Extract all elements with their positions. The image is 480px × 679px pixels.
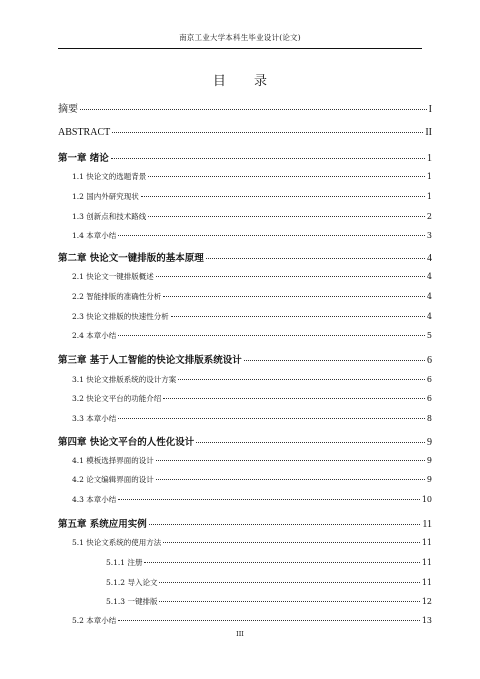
toc-entry-page: 11 xyxy=(421,578,432,587)
toc-entry-page: 1 xyxy=(426,172,432,181)
toc-entry-label: 1.3 创新点和技术路线 xyxy=(72,212,147,221)
toc-entry[interactable] xyxy=(58,455,432,466)
toc-leader-dots xyxy=(112,132,423,133)
toc-entry-page: 12 xyxy=(421,597,432,606)
toc-leader-dots xyxy=(159,582,419,583)
toc-entry-page: 8 xyxy=(426,414,432,423)
toc-entry-page: 11 xyxy=(421,558,432,567)
toc-entry[interactable] xyxy=(58,577,432,588)
toc-leader-dots xyxy=(156,460,425,461)
toc-entry-label: 1.1 快论文的选题背景 xyxy=(72,172,147,181)
toc-entry[interactable] xyxy=(58,100,432,115)
toc-entry[interactable] xyxy=(58,537,432,548)
toc-leader-dots xyxy=(163,398,425,399)
toc-entry-page: 9 xyxy=(426,456,432,465)
toc-entry-label: 5.1.3 一键排版 xyxy=(106,597,158,606)
toc-leader-dots xyxy=(149,524,421,525)
toc-leader-dots xyxy=(148,176,425,177)
toc-entry[interactable] xyxy=(58,150,432,164)
toc-entry-page: 2 xyxy=(426,212,432,221)
toc-entry[interactable] xyxy=(58,474,432,485)
toc-entry-page: 4 xyxy=(426,292,432,301)
toc-leader-dots xyxy=(178,379,425,380)
toc-entry-label: 5.1.1 注册 xyxy=(106,558,143,567)
toc-entry-page: II xyxy=(425,127,432,138)
toc-entry-page: 10 xyxy=(421,495,432,504)
toc-leader-dots xyxy=(206,258,425,259)
toc-entry-label: 1.4 本章小结 xyxy=(72,231,117,240)
page-number: III xyxy=(236,630,244,638)
toc-entry[interactable] xyxy=(58,311,432,322)
toc-entry-page: 6 xyxy=(426,375,432,384)
toc-entry-label: 5.1.2 导入论文 xyxy=(106,578,158,587)
toc-leader-dots xyxy=(196,442,425,443)
toc-entry[interactable] xyxy=(58,557,432,568)
toc-leader-dots xyxy=(118,335,425,336)
toc-entry-page: 1 xyxy=(426,192,432,201)
toc-entry-label: 2.1 快论文一键排版概述 xyxy=(72,272,154,281)
toc-leader-dots xyxy=(118,235,425,236)
toc-entry[interactable] xyxy=(58,330,432,341)
toc-entry-label: 3.1 快论文排版系统的设计方案 xyxy=(72,375,177,384)
toc-entry-label: 第四章 快论文平台的人性化设计 xyxy=(58,437,195,448)
toc-entry[interactable] xyxy=(58,271,432,282)
toc-entry-label: 摘要 xyxy=(58,104,78,115)
toc-entry[interactable] xyxy=(58,393,432,404)
toc-leader-dots xyxy=(156,479,425,480)
toc-entry-page: 4 xyxy=(426,312,432,321)
toc-entry-page: 11 xyxy=(421,538,432,547)
toc-entry-label: 4.3 本章小结 xyxy=(72,495,117,504)
toc-entry-page: 6 xyxy=(426,394,432,403)
toc-leader-dots xyxy=(118,499,420,500)
toc-entry-label: 第五章 系统应用实例 xyxy=(58,519,147,530)
toc-entry-page: 4 xyxy=(426,272,432,281)
toc-leader-dots xyxy=(118,620,420,621)
toc-entry-label: 2.2 智能排版的准确性分析 xyxy=(72,292,162,301)
toc-leader-dots xyxy=(141,196,425,197)
toc-entry-label: ABSTRACT xyxy=(58,127,111,138)
toc-entry-label: 4.1 模板选择界面的设计 xyxy=(72,456,154,465)
toc-entry[interactable] xyxy=(58,211,432,222)
toc-entry[interactable] xyxy=(58,615,432,626)
toc-entry[interactable] xyxy=(58,250,432,264)
toc-leader-dots xyxy=(163,542,420,543)
toc-leader-dots xyxy=(159,601,419,602)
toc-leader-dots xyxy=(163,296,425,297)
toc-entry[interactable] xyxy=(58,434,432,448)
toc-entry[interactable] xyxy=(58,494,432,505)
toc-entry[interactable] xyxy=(58,516,432,530)
toc-leader-dots xyxy=(171,316,425,317)
toc-entry[interactable] xyxy=(58,127,432,138)
toc-entry[interactable] xyxy=(58,596,432,607)
toc-entry-label: 4.2 论文编辑界面的设计 xyxy=(72,475,154,484)
toc-entry-page: 1 xyxy=(427,153,432,164)
toc-leader-dots xyxy=(118,418,425,419)
toc-entry[interactable] xyxy=(58,413,432,424)
toc-entry-label: 3.2 快论文平台的功能介绍 xyxy=(72,394,162,403)
toc-entry[interactable] xyxy=(58,352,432,366)
toc-entry-label: 5.1 快论文系统的使用方法 xyxy=(72,538,162,547)
toc-entry-page: 4 xyxy=(427,253,432,264)
toc-entry[interactable] xyxy=(58,191,432,202)
toc-leader-dots xyxy=(156,276,425,277)
toc-leader-dots xyxy=(144,562,419,563)
toc-entry-page: 5 xyxy=(426,331,432,340)
toc-entry-label: 3.3 本章小结 xyxy=(72,414,117,423)
toc-entry-page: 3 xyxy=(426,231,432,240)
page-header: 南京工业大学本科生毕业设计(论文) xyxy=(58,32,422,49)
toc-entry-page: 11 xyxy=(422,519,432,530)
toc-entry-label: 5.2 本章小结 xyxy=(72,616,117,625)
toc-entry-label: 1.2 国内外研究现状 xyxy=(72,192,139,201)
toc-entry[interactable] xyxy=(58,230,432,241)
toc-entry-label: 2.4 本章小结 xyxy=(72,331,117,340)
toc-entry-page: 9 xyxy=(427,437,432,448)
toc-entry-page: 9 xyxy=(426,475,432,484)
toc-leader-dots xyxy=(148,216,425,217)
toc-entry[interactable] xyxy=(58,291,432,302)
toc-entry-label: 2.3 快论文排版的快速性分析 xyxy=(72,312,169,321)
toc-leader-dots xyxy=(80,109,427,110)
toc-entry-page: 6 xyxy=(427,355,432,366)
toc-entry[interactable] xyxy=(58,374,432,385)
toc-entry-label: 第一章 绪论 xyxy=(58,153,109,164)
toc-leader-dots xyxy=(111,158,425,159)
toc-entry-label: 第二章 快论文一键排版的基本原理 xyxy=(58,253,204,264)
toc-entry-page: 13 xyxy=(421,616,432,625)
toc-entry-page: I xyxy=(428,104,432,115)
page-title: 目 录 xyxy=(212,74,280,89)
toc-leader-dots xyxy=(244,360,425,361)
toc-entry-label: 第三章 基于人工智能的快论文排版系统设计 xyxy=(58,355,242,366)
toc-entry[interactable] xyxy=(58,171,432,182)
